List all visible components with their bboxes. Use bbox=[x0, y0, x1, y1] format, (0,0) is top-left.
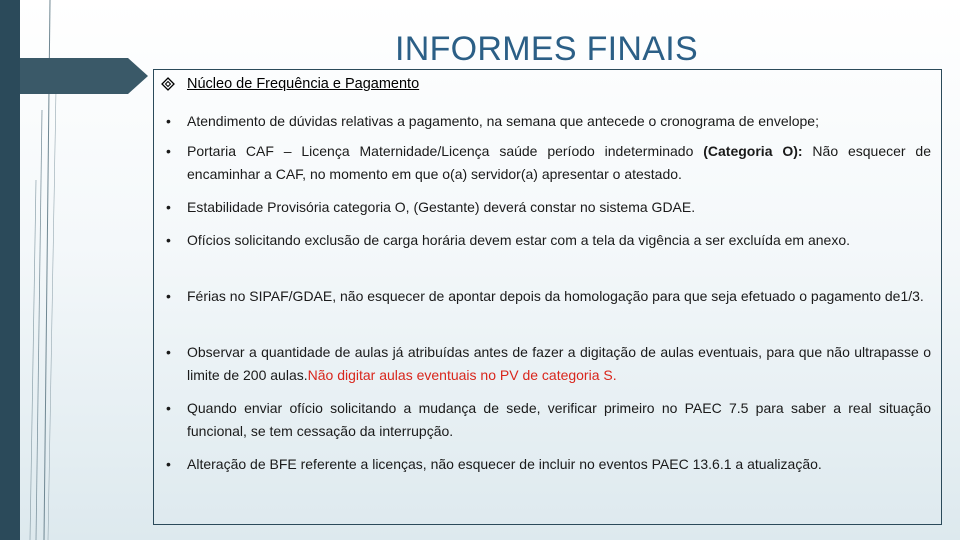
bullet-text bbox=[187, 341, 931, 387]
bullet-dot: • bbox=[166, 344, 171, 360]
bullet-text-part: Portaria CAF – Licença Maternidade/Licença saúde período indeterminado bbox=[187, 143, 704, 159]
bullet-dot: • bbox=[166, 456, 171, 472]
bullet-item bbox=[166, 397, 931, 443]
diamond-outline-icon bbox=[161, 77, 175, 91]
bullet-text: Férias no SIPAF/GDAE, não esquecer de apontar depois da homologação para que seja efetuado o pagamento de1/3. bbox=[187, 288, 924, 304]
bullet-text-part: Não esquecer de encaminhar a CAF, no momento em que o(a) servidor(a) apresentar o atestado. bbox=[187, 143, 931, 182]
bullet-text: Ofícios solicitando exclusão de carga horária devem estar com a tela da vigência a ser excluída em anexo. bbox=[187, 232, 851, 248]
bullet-dot: • bbox=[166, 199, 171, 215]
bullet-item bbox=[166, 285, 931, 308]
bullet-text: Quando enviar ofício solicitando a mudança de sede, verificar primeiro no PAEC 7.5 para saber a real situação funcional, se tem cessação da interrupção. bbox=[187, 400, 931, 439]
section-heading-text: Núcleo de Frequência e Pagamento bbox=[187, 76, 420, 92]
bullet-text: Alteração de BFE referente a licenças, não esquecer de incluir no eventos PAEC 13.6.1 a atualização. bbox=[187, 456, 822, 472]
bullet-item bbox=[166, 229, 931, 252]
bullet-text-red: Não digitar aulas eventuais no PV de categoria S. bbox=[307, 367, 617, 383]
bullet-dot: • bbox=[166, 143, 171, 159]
bullet-text: Estabilidade Provisória categoria O, (Gestante) deverá constar no sistema GDAE. bbox=[187, 199, 696, 215]
bullet-item bbox=[166, 453, 931, 476]
bullet-dot: • bbox=[166, 400, 171, 416]
bullet-item bbox=[166, 341, 931, 387]
bullet-text: Atendimento de dúvidas relativas a pagamento, na semana que antecede o cronograma de envelope; bbox=[187, 113, 819, 129]
title-tab-decoration bbox=[20, 58, 150, 94]
bullet-text bbox=[187, 140, 931, 186]
bullet-dot: • bbox=[166, 288, 171, 304]
bullet-item bbox=[166, 110, 931, 133]
page-title: INFORMES FINAIS bbox=[395, 30, 698, 68]
bullet-item bbox=[166, 196, 931, 219]
bullet-dot: • bbox=[166, 232, 171, 248]
section-heading bbox=[161, 76, 419, 92]
bullet-text-part: Observar a quantidade de aulas já atribuídas antes de fazer a digitação de aulas eventuais, para que não ultrapasse o limite de 200 aulas. bbox=[187, 344, 931, 383]
bullet-dot: • bbox=[166, 113, 171, 129]
bullet-text-bold: (Categoria O): bbox=[703, 143, 803, 159]
bullet-item bbox=[166, 140, 931, 186]
